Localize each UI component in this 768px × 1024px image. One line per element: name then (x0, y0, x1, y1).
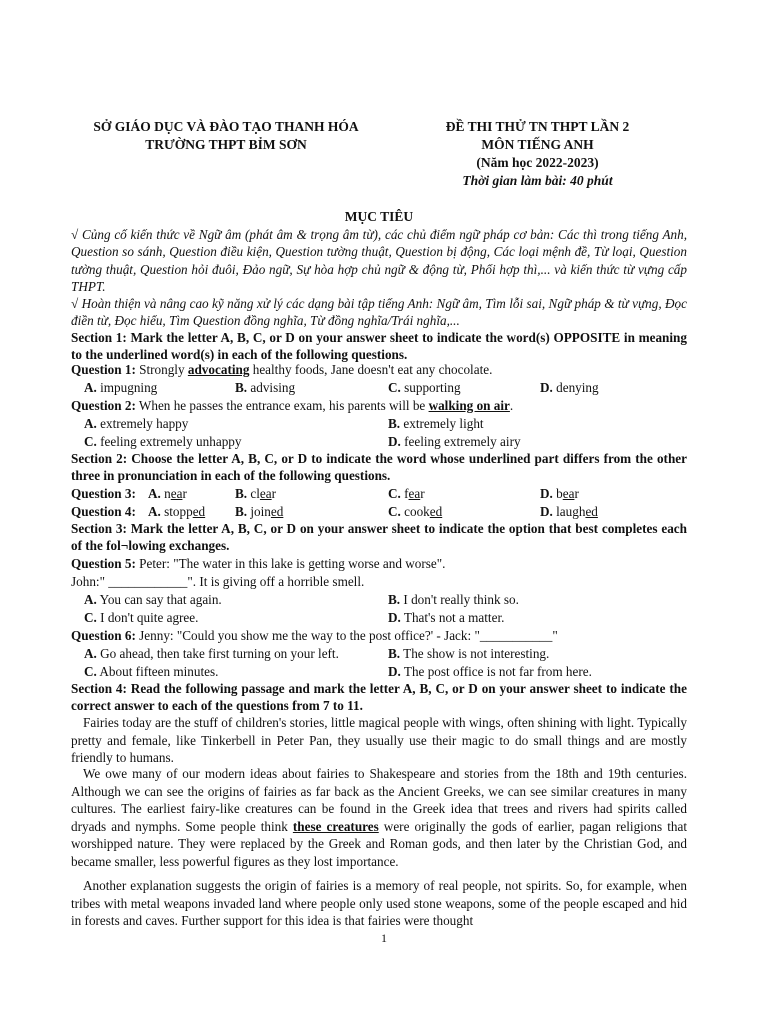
exam-subject: MÔN TIẾNG ANH (481, 137, 594, 152)
question-5: Question 5: Peter: "The water in this lake is getting worse and worse". (71, 556, 446, 571)
question-4-label: Question 4: (71, 504, 136, 519)
q5-option-c[interactable]: C. I don't quite agree. (84, 610, 199, 625)
underlined-word: advocating (187, 362, 250, 377)
objectives-title: MỤC TIÊU (344, 209, 414, 224)
school-department: SỞ GIÁO DỤC VÀ ĐÀO TẠO THANH HÓA (93, 119, 359, 134)
q4-option-d[interactable]: D. laughed (540, 504, 598, 519)
q5-option-a[interactable]: A. You can say that again. (84, 592, 222, 607)
objectives-para-2: √ Hoàn thiện và nâng cao kỹ năng xử lý các dạng bài tập tiếng Anh: Ngữ âm, Tìm lỗi sai, Ngữ pháp & từ vựng, Đọc điền từ, Đọc hiểu, Tìm Question đồng nghĩa, Từ đồng nghĩa/Trái nghĩa,... (71, 296, 687, 329)
q2-option-a[interactable]: A. extremely happy (84, 416, 189, 431)
q3-option-b[interactable]: B. clear (235, 486, 277, 501)
q6-option-c[interactable]: C. About fifteen minutes. (84, 664, 219, 679)
q6-option-b[interactable]: B. The show is not interesting. (388, 646, 550, 661)
question-6: Question 6: Jenny: "Could you show me the way to the post office?' - Jack: "___________" (71, 628, 558, 643)
question-1: Question 1: Strongly advocating healthy foods, Jane doesn't eat any chocolate. (71, 362, 493, 377)
q3-option-d[interactable]: D. bear (540, 486, 579, 501)
passage-paragraph-1: Fairies today are the stuff of children's stories, little magical people with wings, often shining with light. Typically pretty and female, like Tinkerbell in Peter Pan, they usually use their magic to do small things and are mostly friendly to humans. (71, 715, 687, 766)
time-limit: Thời gian làm bài: 40 phút (462, 173, 613, 188)
q4-option-b[interactable]: B. joined (235, 504, 284, 519)
q2-option-d[interactable]: D. feeling extremely airy (388, 434, 521, 449)
q1-option-d[interactable]: D. denying (540, 380, 599, 395)
objectives-para-1: √ Củng cố kiến thức về Ngữ âm (phát âm & trọng âm từ), các chủ điểm ngữ pháp cơ bản: Các thì trong tiếng Anh, Question so sánh, Question điều kiện, Question tường thuật, Question bị động, Các loại mệnh đề, Từ loại, Question tường thuật, Question hỏi đuôi, Đảo ngữ, Sự hòa hợp chủ ngữ & động từ, Phối hợp thì,... và kiến thức từ vựng cấp THPT. (71, 227, 687, 295)
question-3-label: Question 3: (71, 486, 136, 501)
q1-option-a[interactable]: A. impugning (84, 380, 158, 395)
school-name: TRƯỜNG THPT BỈM SƠN (145, 137, 307, 152)
exam-title: ĐỀ THI THỬ TN THPT LẦN 2 (445, 119, 630, 134)
section-4-heading: Section 4: Read the following passage and mark the letter A, B, C, or D on your answer sheet to indicate the correct answer to each of the questions from 7 to 11. (71, 681, 687, 713)
q3-option-c[interactable]: C. fear (388, 486, 425, 501)
passage-paragraph-3: Another explanation suggests the origin of fairies is a memory of real people, not spirits. So, for example, when tribes with metal weapons invaded land where people only used stone weapons, some of the people escaped and hid in forests and caves. Further support for this idea is that fairies were thought (71, 878, 687, 929)
q4-option-c[interactable]: C. cooked (388, 504, 443, 519)
q4-option-a[interactable]: A. stopped (148, 504, 206, 519)
question-2: Question 2: When he passes the entrance exam, his parents will be walking on air. (71, 398, 514, 413)
underlined-phrase: walking on air (428, 398, 510, 413)
section-2-heading: Section 2: Choose the letter A, B, C, or D to indicate the word whose underlined part differs from the other three in pronunciation in each of the following questions. (71, 451, 687, 483)
q3-option-a[interactable]: A. near (148, 486, 187, 501)
q1-option-b[interactable]: B. advising (235, 380, 296, 395)
q6-option-d[interactable]: D. The post office is not far from here. (388, 664, 592, 679)
school-year: (Năm học 2022-2023) (476, 155, 599, 170)
page-number: 1 (381, 931, 387, 945)
q1-option-c[interactable]: C. supporting (388, 380, 461, 395)
section-3-heading: Section 3: Mark the letter A, B, C, or D on your answer sheet to indicate the option that best completes each of the fol¬lowing exchanges. (71, 521, 687, 553)
section-1-heading: Section 1: Mark the letter A, B, C, or D on your answer sheet to indicate the word(s) OPPOSITE in meaning to the underlined word(s) in each of the following questions. (71, 330, 687, 362)
q2-option-c[interactable]: C. feeling extremely unhappy (84, 434, 242, 449)
passage-paragraph-2: We owe many of our modern ideas about fairies to Shakespeare and stories from the 18th and 19th centuries. Although we can see the origins of fairies as far back as the Ancient Greeks, we can see similar creatures in many cultures. The earliest fairy-like creatures can be found in the Greek idea that trees and rivers had spirits called dryads and nymphs. Some people think these creatures were originally the gods of earlier, pagan religions that worshipped nature. They were replaced by the Greek and Roman gods, and then later by the Christian God, and became smaller, less powerful figures as they lost importance. (71, 766, 687, 869)
q5-option-d[interactable]: D. That's not a matter. (388, 610, 505, 625)
q5-option-b[interactable]: B. I don't really think so. (388, 592, 519, 607)
q6-option-a[interactable]: A. Go ahead, then take first turning on your left. (84, 646, 339, 661)
question-5-line-2: John:" ____________". It is giving off a horrible smell. (71, 574, 365, 589)
q2-option-b[interactable]: B. extremely light (388, 416, 484, 431)
underlined-phrase: these creatures (292, 818, 379, 834)
